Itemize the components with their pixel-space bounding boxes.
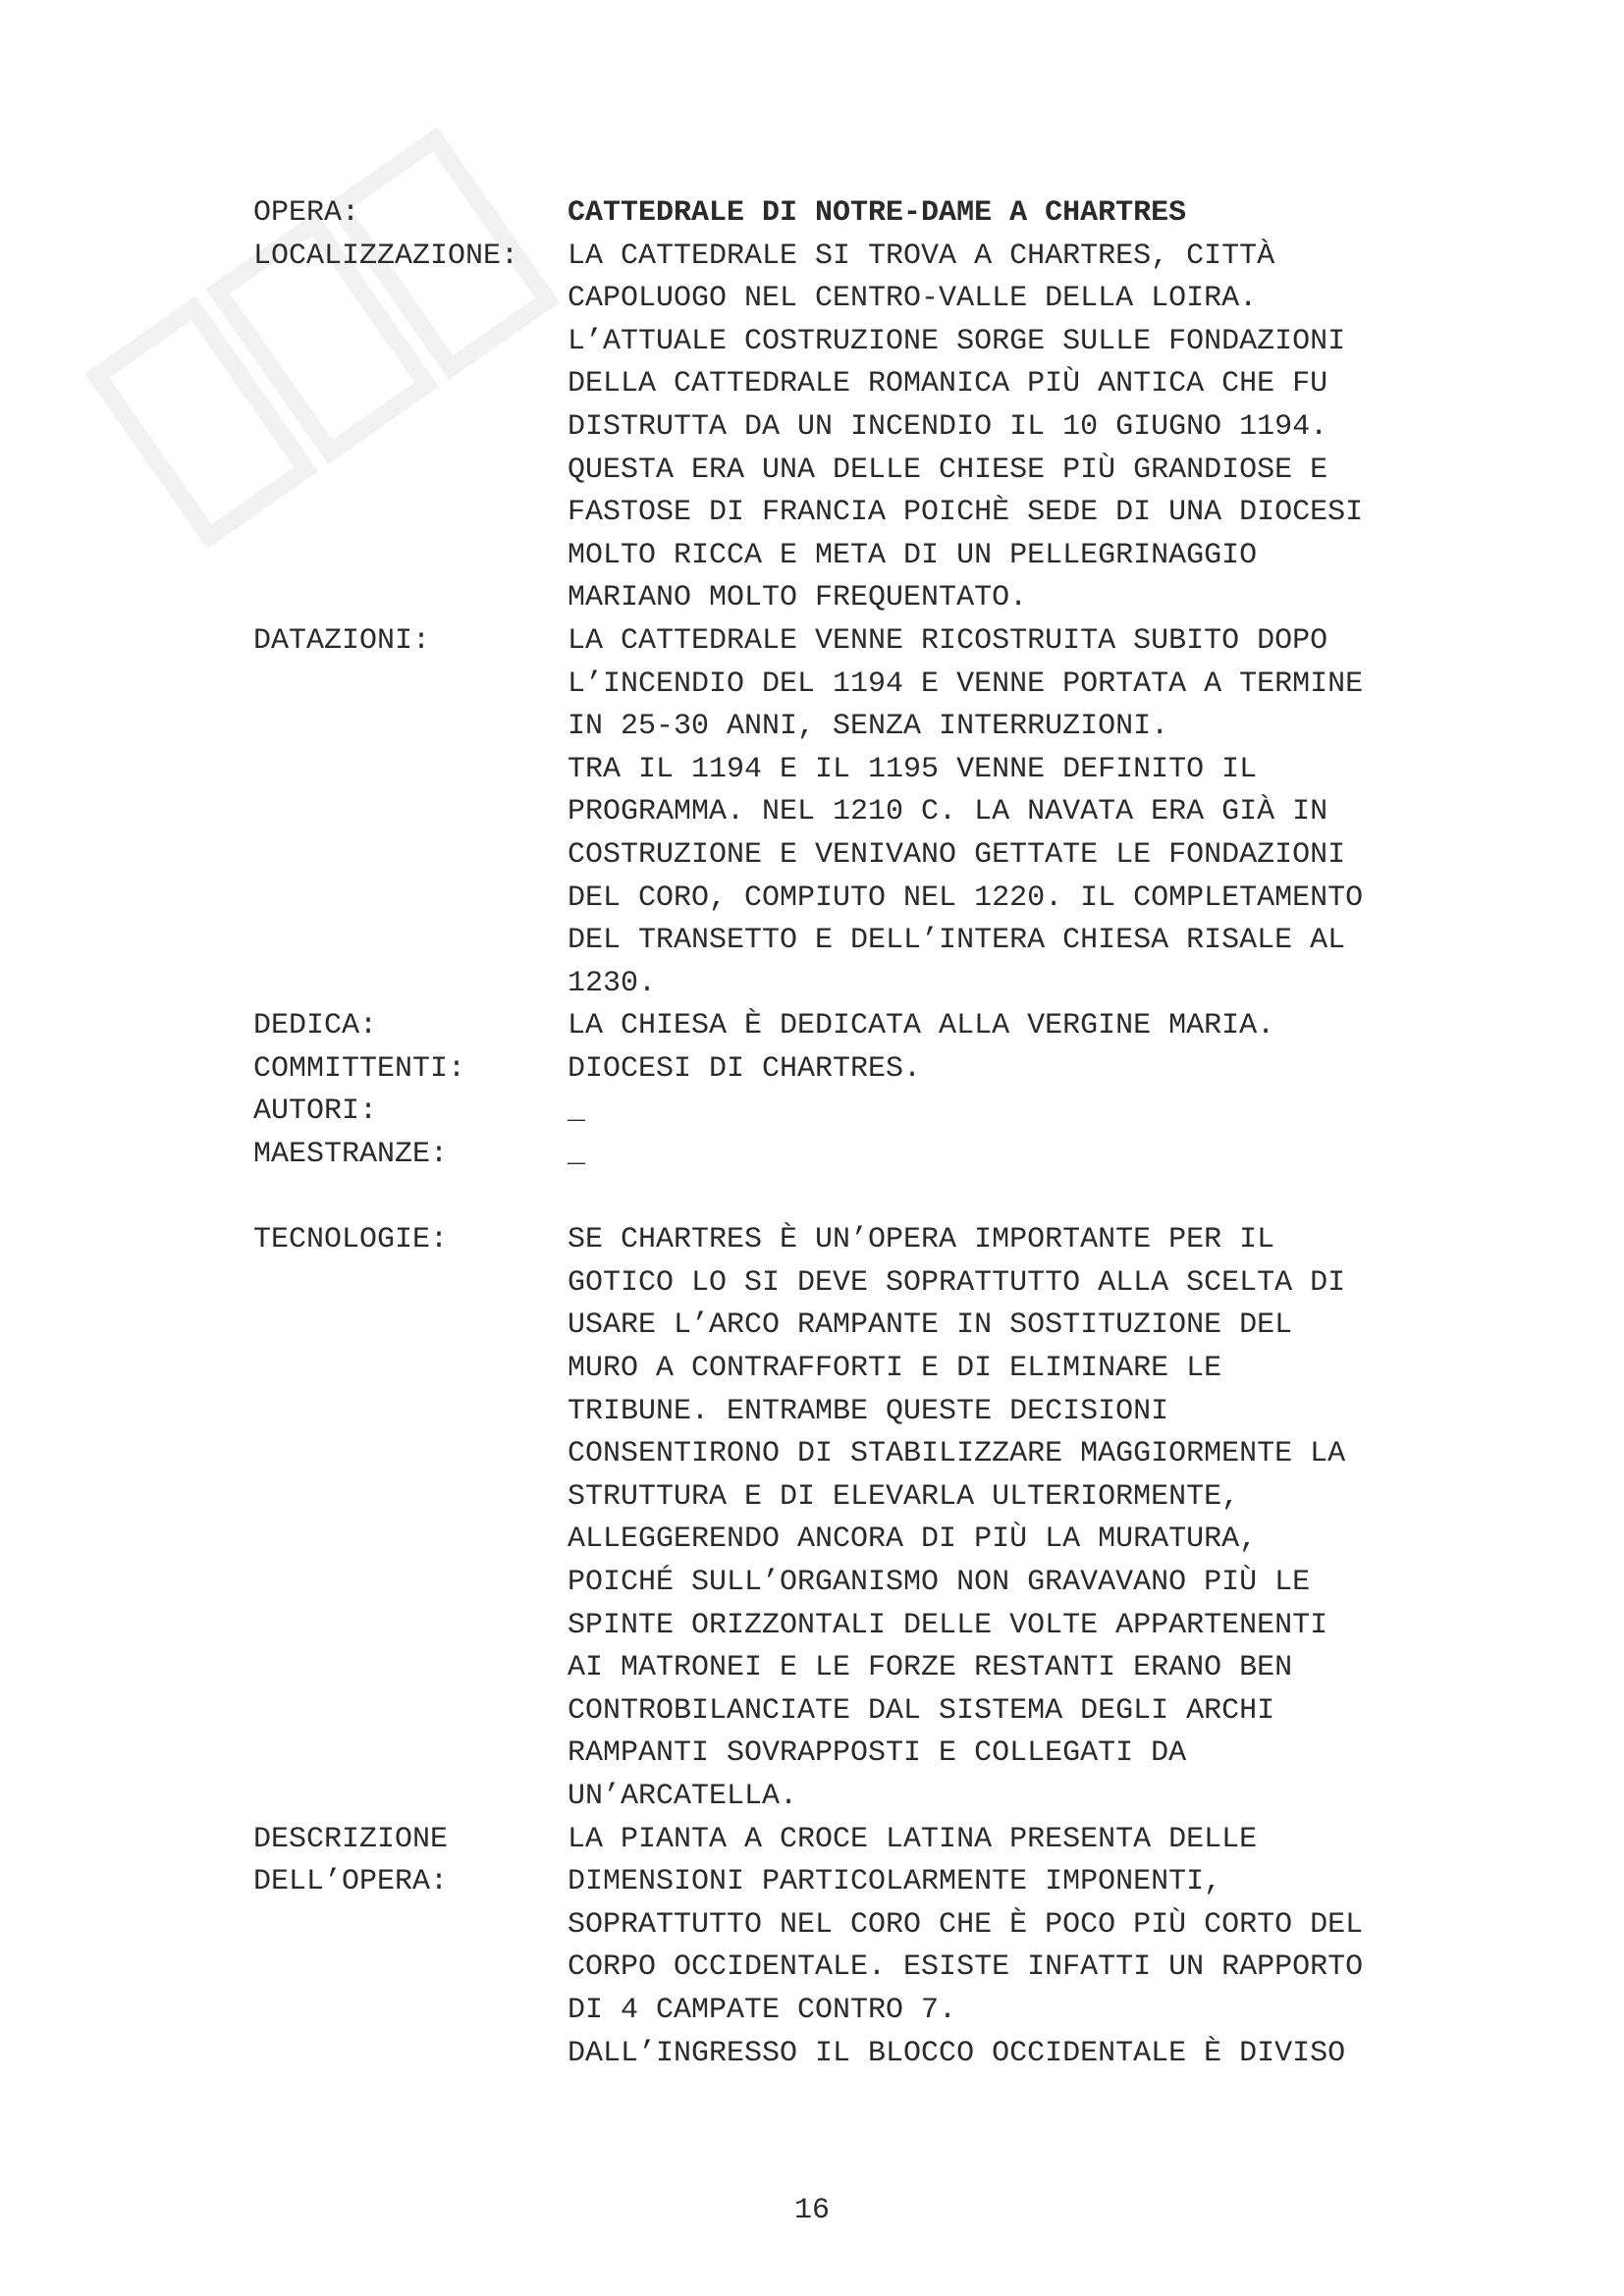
field-label: LOCALIZZAZIONE: bbox=[253, 239, 519, 273]
field-label: MAESTRANZE: bbox=[253, 1138, 449, 1172]
section-tecnologie bbox=[253, 1219, 1490, 1818]
field-text bbox=[568, 620, 1490, 1005]
text-line: CAPOLUOGO NEL CENTRO-VALLE DELLA LOIRA. bbox=[568, 282, 1258, 316]
text-line: LA CATTEDRALE VENNE RICOSTRUITA SUBITO DOPO bbox=[568, 623, 1328, 658]
text-line: L’INCENDIO DEL 1194 E VENNE PORTATA A TERMINE bbox=[568, 667, 1364, 701]
text-line: COSTRUZIONE E VENIVANO GETTATE LE FONDAZIONI bbox=[568, 837, 1346, 872]
text-line: LA CATTEDRALE SI TROVA A CHARTRES, CITTÀ bbox=[568, 239, 1275, 273]
text-line: GOTICO LO SI DEVE SOPRATTUTTO ALLA SCELTA DI bbox=[568, 1265, 1346, 1300]
text-line: CONSENTIRONO DI STABILIZZARE MAGGIORMENTE LA bbox=[568, 1437, 1346, 1471]
text-line: IN 25-30 ANNI, SENZA INTERRUZIONI. bbox=[568, 710, 1169, 744]
text-line: DI 4 CAMPATE CONTRO 7. bbox=[568, 1993, 957, 2027]
text-line: TRIBUNE. ENTRAMBE QUESTE DECISIONI bbox=[568, 1394, 1169, 1428]
text-line: _ bbox=[568, 1138, 586, 1172]
text-line: MARIANO MOLTO FREQUENTATO. bbox=[568, 581, 1028, 615]
text-line: POICHÉ SULL’ORGANISMO NON GRAVAVANO PIÙ LE bbox=[568, 1566, 1311, 1599]
field-text bbox=[568, 1219, 1490, 1818]
text-line: MOLTO RICCA E META DI UN PELLEGRINAGGIO bbox=[568, 538, 1258, 572]
text-line: FASTOSE DI FRANCIA POICHÈ SEDE DI UNA DIOCESI bbox=[568, 496, 1364, 530]
section-committenti bbox=[253, 1048, 1490, 1092]
text-line: SOPRATTUTTO NEL CORO CHE È POCO PIÙ CORTO DEL bbox=[568, 1907, 1364, 1942]
text-line: LA CHIESA È DEDICATA ALLA VERGINE MARIA. bbox=[568, 1009, 1275, 1043]
document-title: CATTEDRALE DI NOTRE-DAME A CHARTRES bbox=[568, 196, 1187, 230]
text-line: 1230. bbox=[568, 966, 657, 1000]
field-label: COMMITTENTI: bbox=[253, 1051, 466, 1086]
text-line: RAMPANTI SOVRAPPOSTI E COLLEGATI DA bbox=[568, 1736, 1187, 1771]
text-line: DEL TRANSETTO E DELL’INTERA CHIESA RISALE AL bbox=[568, 924, 1346, 958]
field-label: TECNOLOGIE: bbox=[253, 1223, 449, 1257]
field-label: DEDICA: bbox=[253, 1009, 378, 1043]
text-line: PROGRAMMA. NEL 1210 C. LA NAVATA ERA GIÀ IN bbox=[568, 795, 1328, 829]
text-line: CONTROBILANCIATE DAL SISTEMA DEGLI ARCHI bbox=[568, 1693, 1275, 1728]
text-line: DEL CORO, COMPIUTO NEL 1220. IL COMPLETAMENTO bbox=[568, 881, 1364, 915]
text-line: AI MATRONEI E LE FORZE RESTANTI ERANO BEN bbox=[568, 1651, 1293, 1685]
text-line: CORPO OCCIDENTALE. ESISTE INFATTI UN RAPPORTO bbox=[568, 1950, 1364, 1985]
section-opera bbox=[253, 192, 1490, 236]
field-label: OPERA: bbox=[253, 196, 360, 230]
text-line: QUESTA ERA UNA DELLE CHIESE PIÙ GRANDIOSE E bbox=[568, 453, 1328, 487]
text-line: USARE L’ARCO RAMPANTE IN SOSTITUZIONE DEL bbox=[568, 1308, 1293, 1343]
field-label: AUTORI: bbox=[253, 1095, 378, 1129]
section-descrizione bbox=[253, 1819, 1490, 2076]
section-maestranze bbox=[253, 1134, 1490, 1177]
page-number: 16 bbox=[793, 2194, 830, 2227]
text-line: STRUTTURA E DI ELEVARLA ULTERIORMENTE, bbox=[568, 1479, 1240, 1514]
text-line: DIOCESI DI CHARTRES. bbox=[568, 1051, 922, 1086]
document-page bbox=[253, 192, 1490, 2075]
section-dedica bbox=[253, 1005, 1490, 1048]
field-text bbox=[568, 1819, 1490, 2076]
text-line: SPINTE ORIZZONTALI DELLE VOLTE APPARTENENTI bbox=[568, 1608, 1328, 1642]
field-label: DATAZIONI: bbox=[253, 623, 431, 658]
text-line: SE CHARTRES È UN’OPERA IMPORTANTE PER IL bbox=[568, 1223, 1275, 1257]
text-line: TRA IL 1194 E IL 1195 VENNE DEFINITO IL bbox=[568, 752, 1258, 786]
section-localizzazione bbox=[253, 236, 1490, 620]
text-line: LA PIANTA A CROCE LATINA PRESENTA DELLE bbox=[568, 1822, 1258, 1856]
text-line: DIMENSIONI PARTICOLARMENTE IMPONENTI, bbox=[568, 1865, 1222, 1899]
text-line: ALLEGGERENDO ANCORA DI PIÙ LA MURATURA, bbox=[568, 1522, 1258, 1557]
spacer bbox=[253, 1177, 1490, 1220]
text-line: L’ATTUALE COSTRUZIONE SORGE SULLE FONDAZIONI bbox=[568, 324, 1346, 358]
field-text bbox=[568, 236, 1490, 620]
text-line: UN’ARCATELLA. bbox=[568, 1779, 798, 1813]
section-autori bbox=[253, 1091, 1490, 1134]
text-line: _ bbox=[568, 1095, 586, 1129]
section-datazioni bbox=[253, 620, 1490, 1005]
text-line: MURO A CONTRAFFORTI E DI ELIMINARE LE bbox=[568, 1352, 1222, 1386]
field-label: DESCRIZIONE DELL’OPERA: bbox=[253, 1822, 449, 1899]
text-line: DISTRUTTA DA UN INCENDIO IL 10 GIUGNO 1194. bbox=[568, 409, 1328, 444]
text-line: DALL’INGRESSO IL BLOCCO OCCIDENTALE È DIVISO bbox=[568, 2036, 1346, 2070]
text-line: DELLA CATTEDRALE ROMANICA PIÙ ANTICA CHE FU bbox=[568, 367, 1328, 401]
